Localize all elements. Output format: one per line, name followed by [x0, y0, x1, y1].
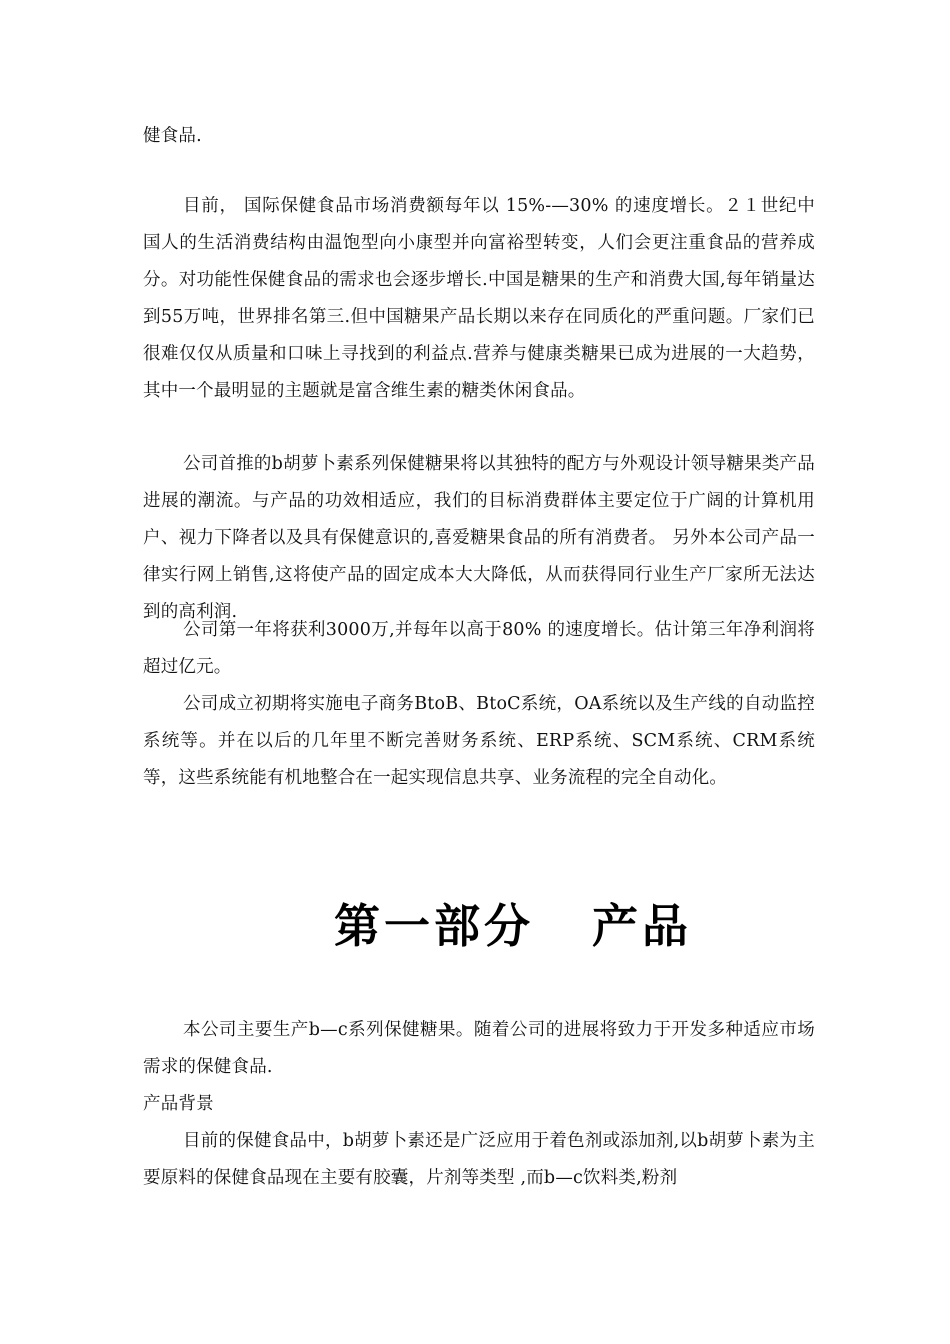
heading-part: 第一部分: [334, 899, 534, 953]
paragraph-market-growth: [143, 188, 815, 410]
subheading-product-background: [143, 1086, 815, 1123]
paragraph-text: 目前， 国际保健食品市场消费额每年以 15%-—30% 的速度增长。２１世纪中国人的生活消费结构由温饱型向小康型并向富裕型转变，人们会更注重食品的营养成分。对功能性保健食品的需求也会逐步增长.中国是糖果的生产和消费大国,每年销量达到55万吨，世界排名第三.但中国糖果产品长期以来存在同质化的严重问题。厂家们已很难仅仅从质量和口味上寻找到的利益点.营养与健康类糖果已成为进展的一大趋势，其中一个最明显的主题就是富含维生素的糖类休闲食品。: [143, 196, 815, 401]
paragraph-systems: [143, 686, 815, 797]
paragraph-text: 目前的保健食品中，b胡萝卜素还是广泛应用于着色剂或添加剂,以b胡萝卜素为主要原料的保健食品现在主要有胶囊，片剂等类型 ,而b—c饮料类,粉剂: [143, 1131, 815, 1188]
paragraph-product-intro: [143, 446, 815, 631]
section-heading: [143, 890, 883, 956]
heading-title: 产品: [592, 899, 692, 953]
paragraph-text: 公司第一年将获利3000万,并每年以高于80% 的速度增长。估计第三年净利润将超过亿元。: [143, 620, 815, 677]
paragraph-continuation: [143, 118, 815, 155]
paragraph-text: 公司首推的b胡萝卜素系列保健糖果将以其独特的配方与外观设计领导糖果类产品进展的潮流。与产品的功效相适应，我们的目标消费群体主要定位于广阔的计算机用户、视力下降者以及具有保健意识的,喜爱糖果食品的所有消费者。 另外本公司产品一律实行网上销售,这将使产品的固定成本大大降低，从而获得同行业生产厂家所无法达到的高利润.: [143, 454, 815, 622]
paragraph-text: 本公司主要生产b—c系列保健糖果。随着公司的进展将致力于开发多种适应市场需求的保健食品.: [143, 1020, 815, 1077]
subheading-text: 产品背景: [143, 1094, 214, 1114]
paragraph-text: 健食品.: [143, 126, 202, 146]
paragraph-company-products: [143, 1012, 815, 1086]
paragraph-background: [143, 1123, 815, 1197]
paragraph-profit: [143, 612, 815, 686]
paragraph-text: 公司成立初期将实施电子商务BtoB、BtoC系统，OA系统以及生产线的自动监控系统等。并在以后的几年里不断完善财务系统、ERP系统、SCM系统、CRM系统等，这些系统能有机地整合在一起实现信息共享、业务流程的完全自动化。: [143, 694, 815, 788]
